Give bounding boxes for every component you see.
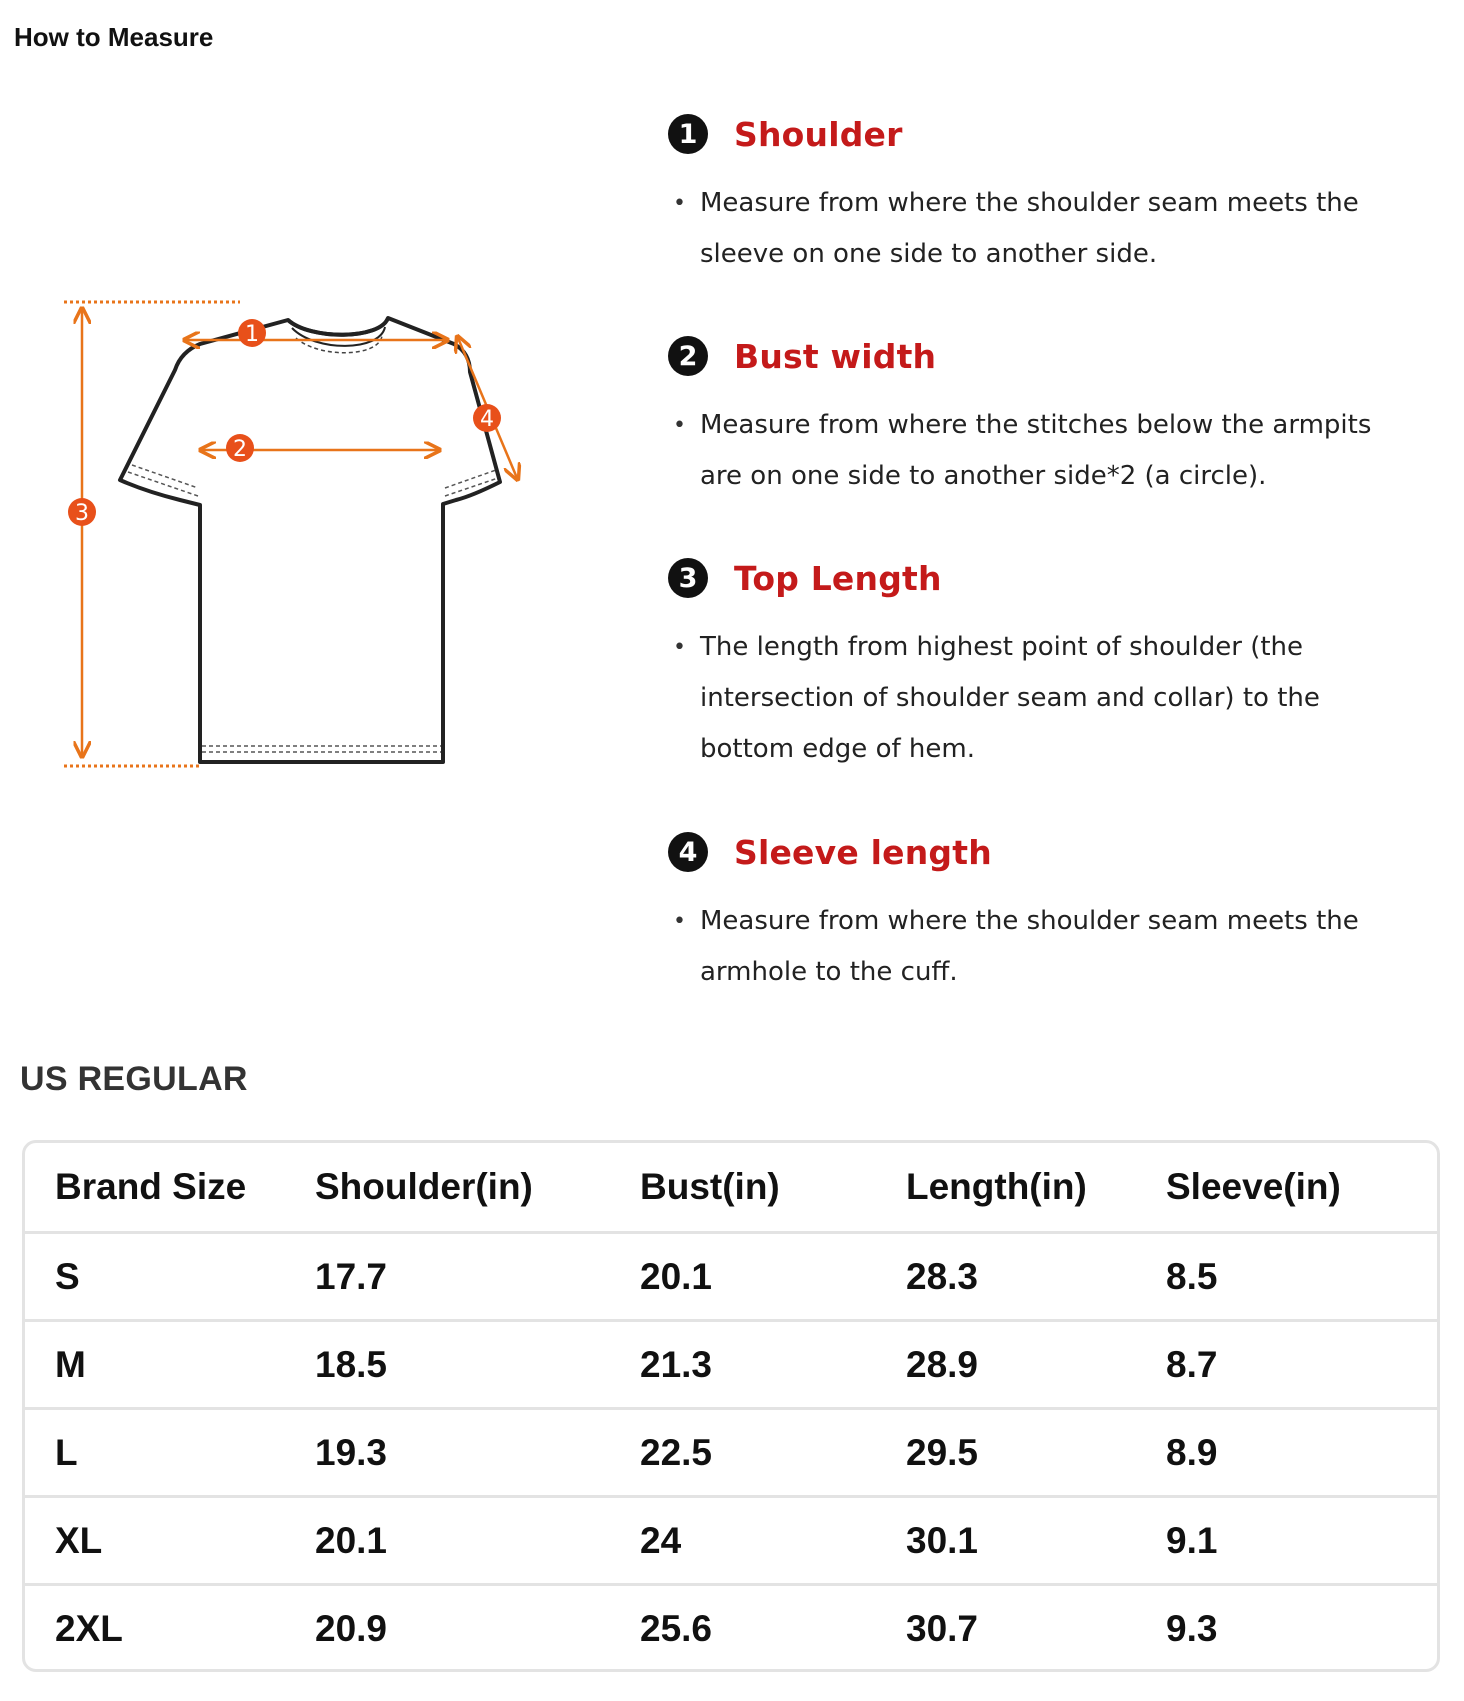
guide-title: Bust width [734,336,937,376]
table-cell: L [55,1431,78,1473]
table-cell: 28.9 [906,1343,979,1385]
header-cell: Brand Size [55,1166,247,1207]
guide-title: Shoulder [734,114,903,154]
marker-4 [473,404,501,432]
header-cell: Bust(in) [640,1166,780,1207]
header-cell: Length(in) [906,1166,1087,1207]
bullet-icon: • [673,635,686,660]
bullet-icon: • [673,909,686,934]
bullet-icon: • [673,413,686,438]
table-cell: 8.9 [1166,1431,1218,1473]
header-cell: Shoulder(in) [315,1166,533,1207]
table-cell: S [55,1255,80,1297]
tshirt-measure-diagram [60,300,580,790]
table-cell: 22.5 [640,1431,713,1473]
guide-title: Sleeve length [734,832,992,872]
table-row [25,1231,1437,1319]
svg-text:2: 2 [233,437,247,462]
marker-1 [238,319,266,347]
table-cell: 9.3 [1166,1607,1218,1649]
svg-text:3: 3 [75,501,89,526]
guide-item-top-length [668,556,1448,830]
number-badge: 2 [668,336,708,376]
measure-guide [668,112,1448,998]
header-cell: Sleeve(in) [1166,1166,1341,1207]
marker-2 [226,434,254,462]
table-cell: M [55,1343,86,1385]
guide-item-bust-width [668,334,1448,556]
guide-description: • Measure from where the shoulder seam meets the armhole to the cuff. [668,896,1420,998]
table-row [25,1495,1437,1583]
svg-text:1: 1 [245,322,259,347]
table-cell: 9.1 [1166,1519,1218,1561]
bullet-icon: • [673,191,686,216]
number-badge: 4 [668,832,708,872]
table-cell: 20.1 [640,1255,713,1297]
guide-item-shoulder [668,112,1448,334]
table-cell: 19.3 [315,1431,388,1473]
table-cell: 20.1 [315,1519,388,1561]
table-row [25,1319,1437,1407]
table-cell: XL [55,1519,103,1561]
guide-title: Top Length [734,558,942,598]
guide-description: • Measure from where the stitches below the armpits are on one side to another side*2 (a circle). [668,400,1420,502]
guide-item-sleeve-length [668,830,1448,998]
table-cell: 28.3 [906,1255,979,1297]
number-badge: 3 [668,558,708,598]
svg-text:4: 4 [480,407,494,432]
guide-description: • The length from highest point of shoulder (the intersection of shoulder seam and collar) to the bottom edge of hem. [668,622,1420,775]
table-cell: 17.7 [315,1255,388,1297]
size-chart-table [22,1140,1440,1672]
table-cell: 8.7 [1166,1343,1218,1385]
table-cell: 29.5 [906,1431,979,1473]
table-cell: 30.7 [906,1607,979,1649]
table-cell: 24 [640,1519,682,1561]
size-chart-title: US REGULAR [20,1060,248,1098]
table-row [25,1583,1437,1671]
table-cell: 18.5 [315,1343,388,1385]
table-cell: 20.9 [315,1607,388,1649]
table-cell: 2XL [55,1607,123,1649]
table-cell: 21.3 [640,1343,713,1385]
table-cell: 8.5 [1166,1255,1218,1297]
guide-description: • Measure from where the shoulder seam meets the sleeve on one side to another side. [668,178,1420,280]
table-cell: 25.6 [640,1607,713,1649]
table-header-row [25,1143,1437,1231]
number-badge: 1 [668,114,708,154]
tshirt-outline [120,318,500,762]
marker-3 [68,498,96,526]
table-cell: 30.1 [906,1519,979,1561]
table-row [25,1407,1437,1495]
page-title: How to Measure [14,22,214,52]
